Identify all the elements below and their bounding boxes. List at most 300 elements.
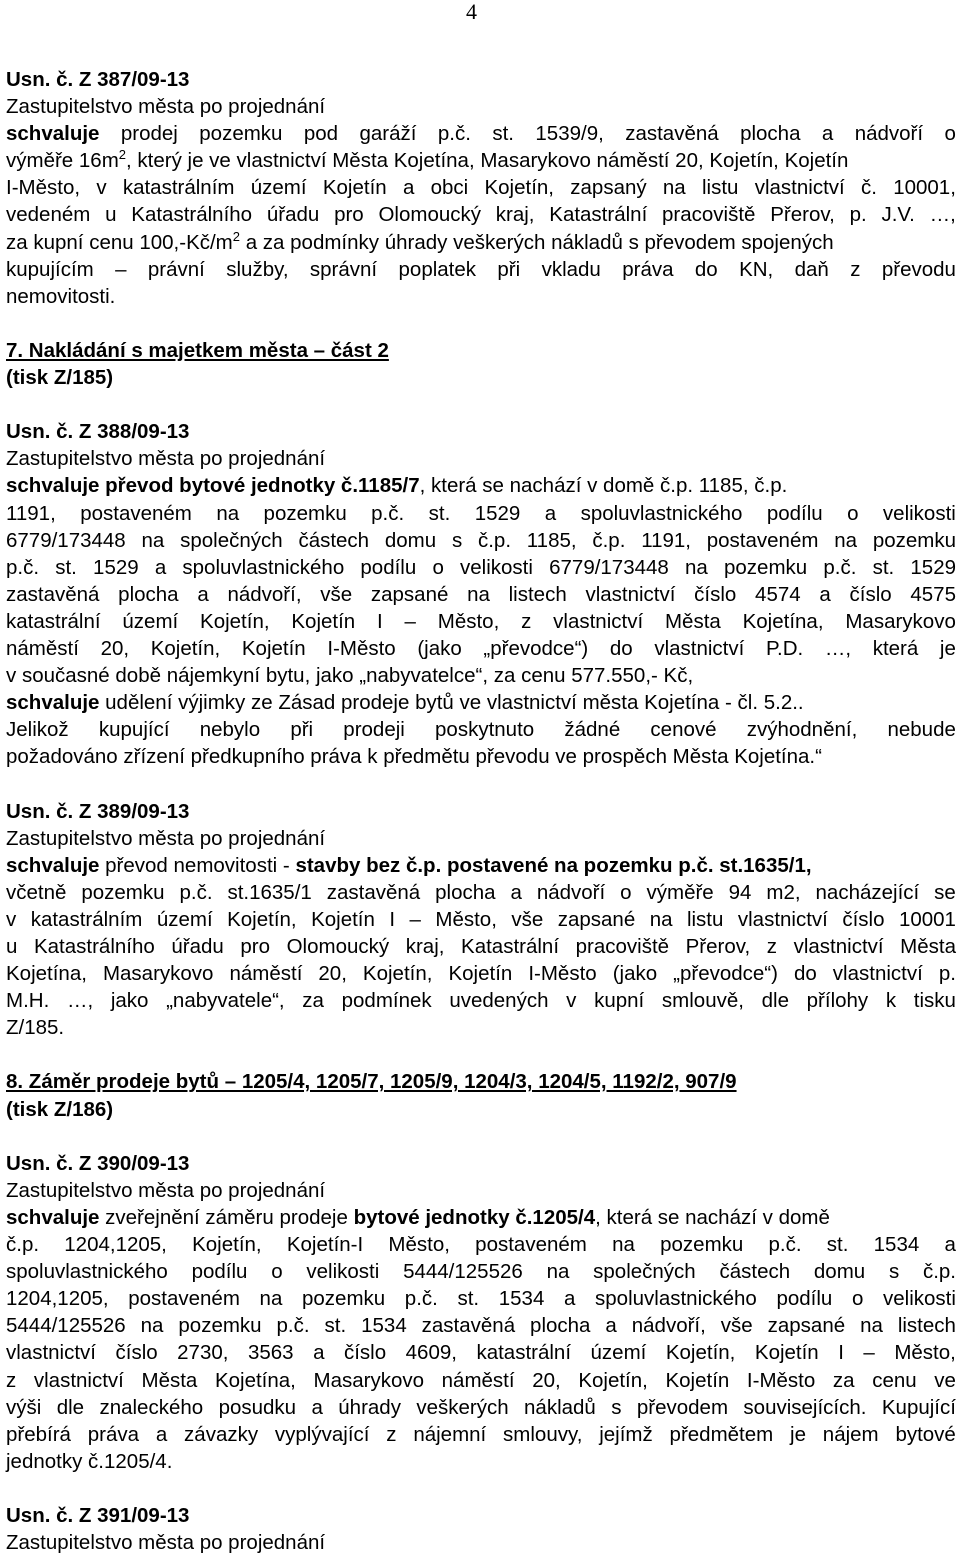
word: spoluvlastnického [580, 501, 743, 525]
word: zapsané [557, 907, 636, 931]
word: č.p. [922, 1260, 956, 1284]
word: a [197, 582, 209, 606]
word: vkladu [541, 257, 601, 281]
word: Jelikož [6, 718, 69, 742]
word: – [115, 257, 127, 281]
word: nebude [887, 718, 956, 742]
resolution-text-line [6, 716, 956, 743]
word: jejímž [599, 1422, 653, 1446]
word: Město, [388, 1233, 450, 1257]
resolution-text-line [6, 120, 956, 147]
word: č.p. [477, 528, 512, 552]
word: na [860, 1314, 883, 1338]
word: 10001, [893, 176, 956, 200]
word: p.č. [276, 1314, 310, 1338]
word: zastavěná [421, 1314, 516, 1338]
word: 1534 [873, 1233, 920, 1257]
word: 5444/125526 [403, 1260, 523, 1284]
word: „nabyvatele“, [166, 989, 285, 1013]
resolution-text-line [6, 201, 956, 228]
word: Katastrálního [131, 203, 253, 227]
word: velikosti [882, 501, 956, 525]
resolution-text-line: schvaluje zveřejnění záměru prodeje bytové jednotky č.1205/4, která se nachází v domě [6, 1205, 830, 1229]
word: včetně [6, 880, 67, 904]
word: vlastnictví [654, 636, 745, 660]
resolution-text-line [6, 1258, 956, 1285]
resolution-text-line [6, 960, 956, 987]
word: Kojetín [311, 907, 375, 931]
word: obci [430, 176, 469, 200]
word: číslo [343, 1341, 387, 1365]
word: postaveném [128, 1287, 240, 1311]
word: z [521, 609, 532, 633]
word: a [605, 1314, 617, 1338]
word: převodem [636, 1395, 729, 1419]
resolution-text-line [6, 174, 956, 201]
word: p.č. [404, 1287, 438, 1311]
word: jako [110, 989, 149, 1013]
word: 1534 [361, 1314, 407, 1338]
resolution-number: Usn. č. Z 387/09-13 [6, 68, 190, 91]
word: uvedených [449, 989, 549, 1013]
word: spoluvlastnického [6, 1260, 168, 1284]
word: 20, [100, 636, 130, 660]
word: výši [6, 1395, 42, 1419]
resolution-text-line [6, 527, 956, 554]
word: m2, [766, 880, 801, 904]
word: pracoviště [575, 935, 670, 958]
resolution-text-line [6, 879, 956, 906]
word: na [259, 1287, 283, 1311]
word: nádvoří [536, 880, 606, 904]
word: katastrální [6, 609, 101, 633]
word: Přerov, [685, 935, 751, 958]
word: nájemní [413, 1422, 487, 1446]
word: Kojetína, [214, 1368, 296, 1392]
word: st. [457, 1287, 480, 1311]
resolution-text-line: schvaluje udělení výjimky ze Zásad prodeje bytů ve vlastnictví města Kojetína - čl. 5.2.. [6, 691, 804, 715]
word: úřadu [266, 203, 320, 227]
word: o [944, 122, 956, 146]
resolution-number: Usn. č. Z 390/09-13 [6, 1151, 190, 1175]
word: KN, [739, 257, 774, 281]
word: kupující [98, 718, 170, 742]
word: I [389, 907, 396, 931]
word: vše [720, 1314, 753, 1338]
word: st. [55, 555, 77, 579]
word: p. [849, 203, 867, 227]
word: st. [826, 1233, 849, 1257]
word: 1185, [526, 528, 577, 552]
word: p. [938, 962, 956, 986]
word: o [432, 555, 444, 579]
word: st. [324, 1314, 347, 1338]
word: 5444/125526 [6, 1314, 126, 1338]
resolution-text-line [6, 581, 956, 608]
word: 1539/9, [535, 122, 604, 146]
word: tisku [913, 989, 956, 1013]
word: pod [303, 122, 339, 146]
word: služby, [226, 257, 289, 281]
word: a [563, 1287, 576, 1311]
word: je [790, 1422, 806, 1446]
word: velikosti [306, 1260, 380, 1284]
word: náměstí [229, 962, 303, 986]
resolution-text-line [6, 987, 956, 1014]
word: nádvoří, [631, 1314, 706, 1338]
resolution-text-line [6, 1285, 956, 1312]
word: zvýhodnění, [746, 718, 858, 742]
word: s [451, 528, 463, 552]
word: 1529 [910, 555, 956, 579]
word: p.č. [768, 1233, 802, 1257]
word: vlastnictví [553, 609, 644, 633]
word: předmětem [669, 1422, 774, 1446]
word: postaveném [80, 501, 192, 525]
word: Města [664, 609, 721, 633]
word: číslo [849, 582, 892, 606]
word: st. [428, 501, 451, 525]
word: p.č. [437, 122, 471, 146]
resolution-text-line [6, 1312, 956, 1339]
word: Kojetín-I [286, 1233, 364, 1257]
resolution-text-line: Z/185. [6, 1016, 65, 1040]
word: dle [56, 1395, 85, 1419]
word: spoluvlastnického [182, 555, 345, 579]
word: za [302, 989, 324, 1013]
word: 20, [318, 962, 347, 986]
word: listech [508, 582, 567, 606]
word: která [872, 636, 919, 660]
word: pozemku [723, 555, 808, 579]
word: v [566, 989, 577, 1013]
word: území [250, 176, 307, 200]
council-line: Zastupitelstvo města po projednání [6, 1531, 326, 1555]
word: cenu [872, 1368, 917, 1392]
resolution-text-line: nemovitosti. [6, 284, 116, 308]
word: vlastnictví [737, 907, 828, 931]
word: znaleckého [99, 1395, 204, 1419]
word: pozemku [199, 122, 283, 146]
word: Kojetín, [150, 636, 221, 660]
resolution-number: Usn. č. Z 391/09-13 [6, 1503, 190, 1527]
word: 4609, [405, 1341, 457, 1365]
resolution-text-line: požadováno zřízení předkupního práva k předmětu převodu ve prospěch Města Kojetína.“ [6, 745, 822, 769]
word: číslo [694, 582, 737, 606]
word: za [832, 1368, 855, 1392]
word: podílu [191, 1260, 248, 1284]
word: u [6, 935, 18, 958]
word: přebírá [6, 1422, 71, 1446]
word: se [934, 880, 956, 904]
word: Kupující [881, 1395, 956, 1419]
word: při [497, 257, 521, 281]
word: práva [622, 257, 674, 281]
word: společných [593, 1260, 696, 1284]
word: bytové [895, 1422, 956, 1446]
word: …, [824, 636, 852, 660]
word: nájem [822, 1422, 879, 1446]
word: Město, [437, 609, 500, 633]
word: spoluvlastnického [595, 1287, 757, 1311]
word: přílohy [806, 989, 869, 1013]
word: st.1635/1 [227, 880, 312, 904]
word: částech [719, 1260, 791, 1284]
word: 1529 [93, 555, 139, 579]
word: 3563 [247, 1341, 294, 1365]
word: Kojetín, [200, 609, 270, 633]
word: listech [897, 1314, 956, 1338]
word: 1191, [641, 528, 691, 552]
section-heading: 7. Nakládání s majetkem města – část 2 [6, 338, 389, 362]
word: Město, [894, 1341, 956, 1365]
word: převodu [881, 257, 956, 281]
word: vlastnictví [6, 1341, 96, 1365]
word: (jako [417, 636, 462, 660]
word: „převodce“) [673, 962, 778, 986]
page-number: 4 [466, 0, 477, 24]
word: pro [240, 935, 271, 958]
word: p.č. [6, 555, 40, 579]
word: 10001 [898, 907, 956, 931]
word: na [467, 582, 490, 606]
section-tisk: (tisk Z/186) [6, 1097, 114, 1121]
resolution-text-line: v současné době nájemkyní bytu, jako „nabyvatelce“, za cenu 577.550,- Kč, [6, 664, 694, 688]
word: na [649, 907, 673, 931]
word: Kojetín [322, 176, 387, 200]
word: zapsaný [570, 176, 647, 200]
word: na [141, 528, 165, 552]
word: nebylo [199, 718, 261, 742]
word: č. [860, 176, 877, 200]
word: p.č. [371, 501, 405, 525]
word: postaveném [706, 528, 819, 552]
word: Kojetín, [484, 176, 555, 200]
word: kraj, [495, 203, 535, 227]
word: vlastnictví [33, 1368, 124, 1392]
word: 94 [728, 880, 752, 904]
word: Kojetín, [362, 962, 433, 986]
word: Města [900, 935, 956, 958]
word: domu [813, 1260, 866, 1284]
word: pracoviště [662, 203, 756, 227]
word: a [313, 1341, 325, 1365]
word: číslo [115, 1341, 158, 1365]
word: o [620, 880, 632, 904]
word: 1529 [474, 501, 521, 525]
word: kraj, [405, 935, 445, 958]
word: číslo [842, 907, 885, 931]
word: náměstí [441, 1368, 515, 1392]
resolution-text-line: výměře $16m^2$, který je ve vlastnictví Města Kojetína, Masarykovo náměstí 20, Kojetín, Kojetín [6, 147, 849, 173]
word: na [612, 1233, 635, 1257]
word: v [6, 907, 17, 931]
word: Kojetín [291, 609, 356, 633]
word: podílu [776, 1287, 833, 1311]
word: p.č. [823, 555, 857, 579]
word: katastrálním [30, 907, 143, 931]
word: 1534 [498, 1287, 545, 1311]
word: nacházející [815, 880, 920, 904]
resolution-text-line [6, 500, 956, 527]
word: z [850, 257, 861, 281]
word: úhrady [338, 1395, 401, 1419]
word: vedeném [6, 203, 91, 227]
word: I-Město [528, 962, 597, 986]
word: Město, [435, 907, 497, 931]
word: u [105, 203, 117, 227]
word: vlastnictví [832, 962, 923, 986]
word: cenové [650, 718, 717, 742]
word: a [155, 1422, 168, 1446]
word: J.V. [881, 203, 915, 227]
word: kupujícím [6, 257, 94, 281]
word: – [409, 907, 421, 931]
council-line: Zastupitelstvo města po projednání [6, 826, 326, 850]
resolution-text-line [6, 1421, 956, 1448]
word: plocha [435, 880, 496, 904]
word: velikosti [460, 555, 533, 579]
word: 6779/173448 [549, 555, 669, 579]
word: 20, [532, 1368, 561, 1392]
word: M.H. [6, 989, 50, 1013]
word: Katastrální [549, 203, 648, 227]
word: pozemku [660, 1233, 744, 1257]
word: z [766, 935, 778, 958]
word: „převodce“) [483, 636, 589, 660]
word: I-Město, [6, 176, 81, 200]
word: Kojetín [241, 636, 306, 660]
document-body [6, 66, 956, 1556]
word: smlouvy, [503, 1422, 583, 1446]
word: vše [320, 582, 353, 606]
word: Kojetín, [665, 1341, 736, 1365]
word: na [216, 501, 240, 525]
word: závazky [184, 1422, 259, 1446]
word: plocha [530, 1314, 591, 1338]
word: 4574 [755, 582, 801, 606]
word: je [939, 636, 956, 660]
word: katastrálním [122, 176, 235, 200]
resolution-text-line [6, 1394, 956, 1421]
word: 1204,1205, [6, 1287, 109, 1311]
resolution-text-line: schvaluje převod bytové jednotky č.1185/7, která se nachází v domě č.p. 1185, č.p. [6, 474, 788, 498]
word: pozemku [81, 880, 165, 904]
word: …, [929, 203, 956, 227]
word: domu [384, 528, 437, 552]
word: s [611, 1395, 622, 1419]
word: pozemku [178, 1314, 262, 1338]
word: 2730, [177, 1341, 229, 1365]
word: Města [141, 1368, 198, 1392]
word: území [590, 1341, 647, 1365]
word: I [377, 609, 383, 633]
word: prodej [120, 122, 178, 146]
word: smlouvě, [661, 989, 744, 1013]
resolution-text-line [6, 608, 956, 635]
word: P.D. [765, 636, 804, 660]
word: Katastrálního [33, 935, 155, 958]
word: nádvoří [854, 122, 924, 146]
word: do [694, 257, 718, 281]
word: a [510, 880, 522, 904]
resolution-text-line: za kupní cenu $100,-Kč/m^2$ a za podmínky úhrady veškerých nákladů s převodem spojených [6, 228, 834, 254]
word: postaveném [475, 1233, 587, 1257]
word: území [156, 907, 213, 931]
word: 1204,1205, [64, 1233, 167, 1257]
word: Kojetína, [6, 962, 87, 986]
word: vlastnictví [585, 582, 676, 606]
word: úřadu [171, 935, 224, 958]
word: vyplývající [274, 1422, 370, 1446]
resolution-text-line [6, 635, 956, 662]
word: Masarykovo [102, 962, 214, 986]
word: poskytnuto [435, 718, 535, 742]
word: do [609, 636, 633, 660]
word: pozemku [301, 1287, 386, 1311]
word: Kojetín, [578, 1368, 648, 1392]
word: pozemku [263, 501, 347, 525]
word: na [140, 1314, 164, 1338]
word: částech [298, 528, 370, 552]
word: pro [334, 203, 364, 227]
resolution-text-line [6, 1367, 956, 1394]
word: Olomoucký [378, 203, 481, 227]
word: pozemku [872, 528, 956, 552]
word: z [386, 1422, 397, 1446]
word: listu [686, 907, 724, 931]
word: na [546, 1260, 570, 1284]
word: zapsané [370, 582, 449, 606]
word: Kojetín [665, 1368, 730, 1392]
word: listu [701, 176, 739, 200]
council-line: Zastupitelstvo města po projednání [6, 1178, 326, 1202]
word: zastavěná [625, 122, 719, 146]
word: plocha [740, 122, 801, 146]
word: do [793, 962, 817, 986]
word: o [851, 1287, 864, 1311]
word: Kojetín, [227, 907, 297, 931]
word: území [122, 609, 179, 633]
word: správní [309, 257, 378, 281]
word: s [888, 1260, 900, 1284]
council-line: Zastupitelstvo města po projednání [6, 95, 326, 119]
word: 4575 [910, 582, 956, 606]
word: a [311, 1395, 323, 1419]
word: 1191, [6, 501, 56, 525]
word: Kojetína, [742, 609, 824, 633]
word: Přerov, [770, 203, 835, 227]
word: I-Město [746, 1368, 816, 1392]
word: a [544, 501, 557, 525]
word: na [834, 528, 858, 552]
word: Masarykovo [313, 1368, 425, 1392]
resolution-text-line [6, 906, 956, 933]
word: (jako [612, 962, 658, 986]
word: podmínek [341, 989, 432, 1013]
word: z [6, 1368, 17, 1392]
word: – [863, 1341, 875, 1365]
word: o [847, 501, 859, 525]
resolution-text-line [6, 1231, 956, 1258]
word: garáží [359, 122, 417, 146]
resolution-text-line [6, 1339, 956, 1366]
word: st. [872, 555, 895, 579]
word: vlastnictví [793, 935, 884, 958]
word: schvaluje [6, 122, 100, 146]
word: st. [492, 122, 514, 146]
word: v [96, 176, 107, 200]
